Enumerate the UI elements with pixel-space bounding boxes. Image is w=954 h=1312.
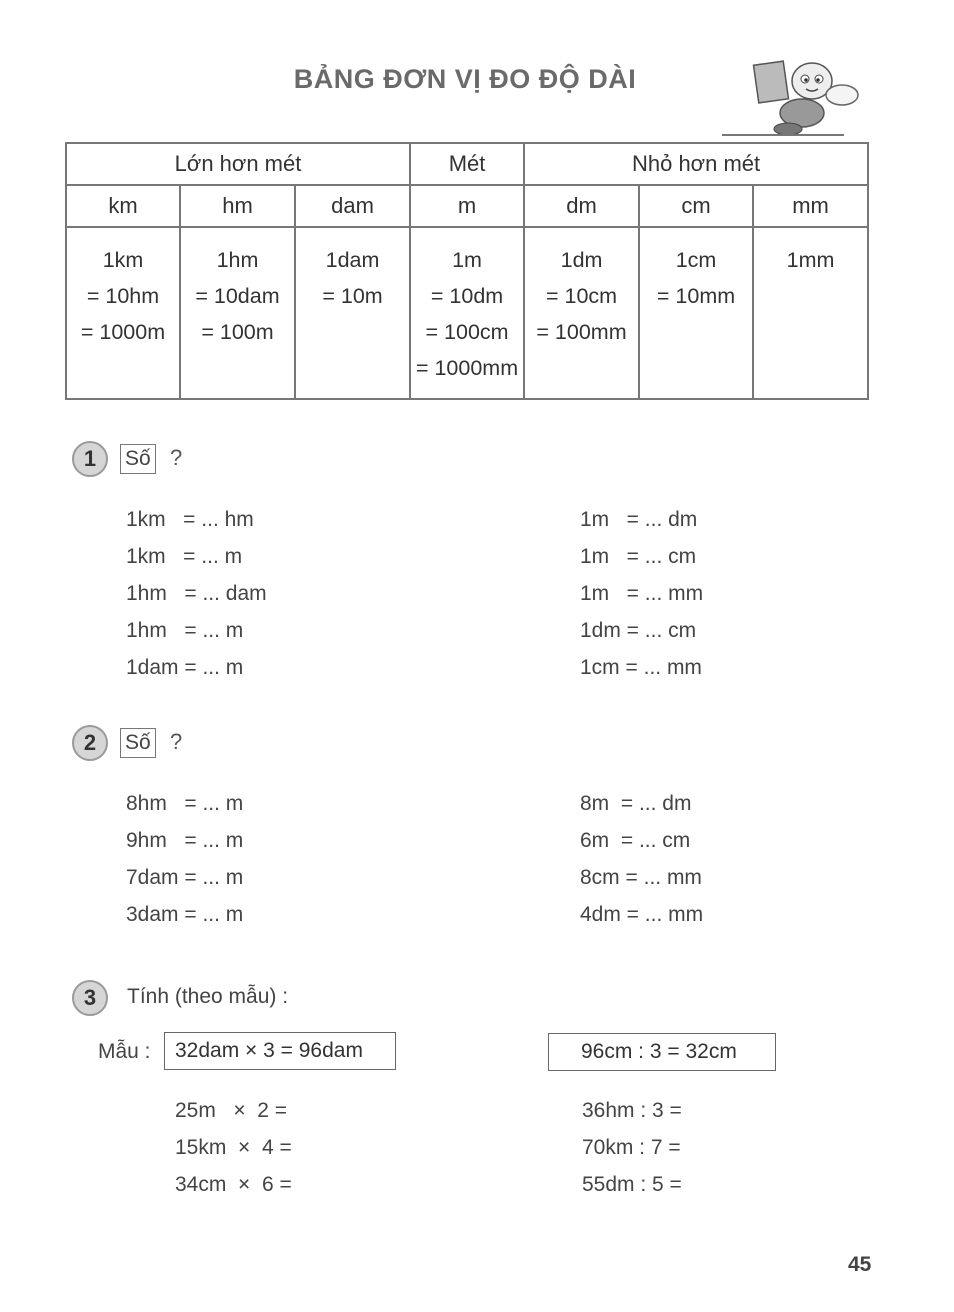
table-cell-mm	[753, 227, 868, 399]
cell-line: 1dm	[560, 248, 603, 272]
exercise-label-box: Số	[120, 728, 156, 758]
cell-line: 1hm	[216, 248, 259, 272]
page-number: 45	[848, 1253, 872, 1276]
exercise-item: 6m = ... cm	[580, 829, 691, 852]
exercise-number-badge: 1	[72, 441, 108, 477]
cell-line: = 100cm	[425, 320, 509, 344]
table-cell-dm	[524, 227, 639, 399]
question-mark: ?	[170, 729, 183, 754]
exercise-item: 1hm = ... dam	[126, 582, 267, 605]
cell-line: = 1000m	[80, 320, 166, 344]
exercise-item: 15km × 4 =	[175, 1136, 292, 1159]
exercise-item: 1km = ... hm	[126, 508, 254, 531]
unit-header-dam: dam	[295, 185, 410, 227]
exercise-item: 8cm = ... mm	[580, 866, 702, 889]
cell-line: 1mm	[786, 248, 835, 272]
exercise-item: 4dm = ... mm	[580, 903, 704, 926]
cell-line: = 10dam	[195, 284, 280, 308]
question-mark: ?	[170, 445, 183, 470]
cell-line: = 10hm	[86, 284, 160, 308]
unit-header-dm: dm	[524, 185, 639, 227]
cell-line: = 100m	[201, 320, 274, 344]
sample-label: Mẫu :	[98, 1040, 151, 1063]
exercise-item: 7dam = ... m	[126, 866, 244, 889]
exercise-item: 1m = ... mm	[580, 582, 704, 605]
cell-line: = 100mm	[536, 320, 627, 344]
exercise-item: 70km : 7 =	[582, 1136, 681, 1159]
exercise-item: 1cm = ... mm	[580, 656, 702, 679]
exercise-item: 1hm = ... m	[126, 619, 244, 642]
cell-line: = 10cm	[545, 284, 618, 308]
table-cell-hm	[180, 227, 295, 399]
exercise-number-badge: 3	[72, 980, 108, 1016]
exercise-item: 8hm = ... m	[126, 792, 244, 815]
exercise-item: 1m = ... dm	[580, 508, 698, 531]
table-cell-cm	[639, 227, 753, 399]
unit-header-hm: hm	[180, 185, 295, 227]
group-header-larger: Lớn hơn mét	[66, 143, 410, 185]
exercise-instruction: Tính (theo mẫu) :	[127, 985, 289, 1008]
sample-box-multiplication: 32dam × 3 = 96dam	[164, 1032, 396, 1070]
group-header-meter: Mét	[410, 143, 524, 185]
unit-header-m: m	[410, 185, 524, 227]
exercise-item: 3dam = ... m	[126, 903, 244, 926]
exercise-item: 1dam = ... m	[126, 656, 244, 679]
length-units-table	[65, 142, 869, 400]
table-cell-dam	[295, 227, 410, 399]
cell-line: 1km	[102, 248, 144, 272]
exercise-item: 55dm : 5 =	[582, 1173, 682, 1196]
cell-line: = 1000mm	[415, 356, 519, 380]
exercise-number-badge: 2	[72, 725, 108, 761]
cell-line: = 10mm	[656, 284, 736, 308]
exercise-item: 8m = ... dm	[580, 792, 692, 815]
cell-line: 1cm	[675, 248, 717, 272]
bee-mascot-illustration	[742, 55, 872, 140]
exercise-label-box: Số	[120, 444, 156, 474]
exercise-item: 1dm = ... cm	[580, 619, 697, 642]
cell-line: 1dam	[325, 248, 380, 272]
exercise-item: 9hm = ... m	[126, 829, 244, 852]
group-header-smaller: Nhỏ hơn mét	[524, 143, 868, 185]
exercise-item: 34cm × 6 =	[175, 1173, 292, 1196]
table-cell-km	[66, 227, 180, 399]
unit-header-km: km	[66, 185, 180, 227]
page-title: BẢNG ĐƠN VỊ ĐO ĐỘ DÀI	[293, 64, 637, 94]
cell-line: = 10dm	[430, 284, 504, 308]
exercise-item: 1km = ... m	[126, 545, 243, 568]
exercise-item: 36hm : 3 =	[582, 1099, 682, 1122]
title-underline-divider	[722, 134, 844, 136]
cell-line: 1m	[452, 248, 482, 272]
unit-header-mm: mm	[753, 185, 868, 227]
exercise-item: 25m × 2 =	[175, 1099, 288, 1122]
table-cell-m	[410, 227, 524, 399]
cell-line: = 10m	[322, 284, 383, 308]
exercise-item: 1m = ... cm	[580, 545, 697, 568]
sample-box-division: 96cm : 3 = 32cm	[548, 1033, 776, 1071]
unit-header-cm: cm	[639, 185, 753, 227]
